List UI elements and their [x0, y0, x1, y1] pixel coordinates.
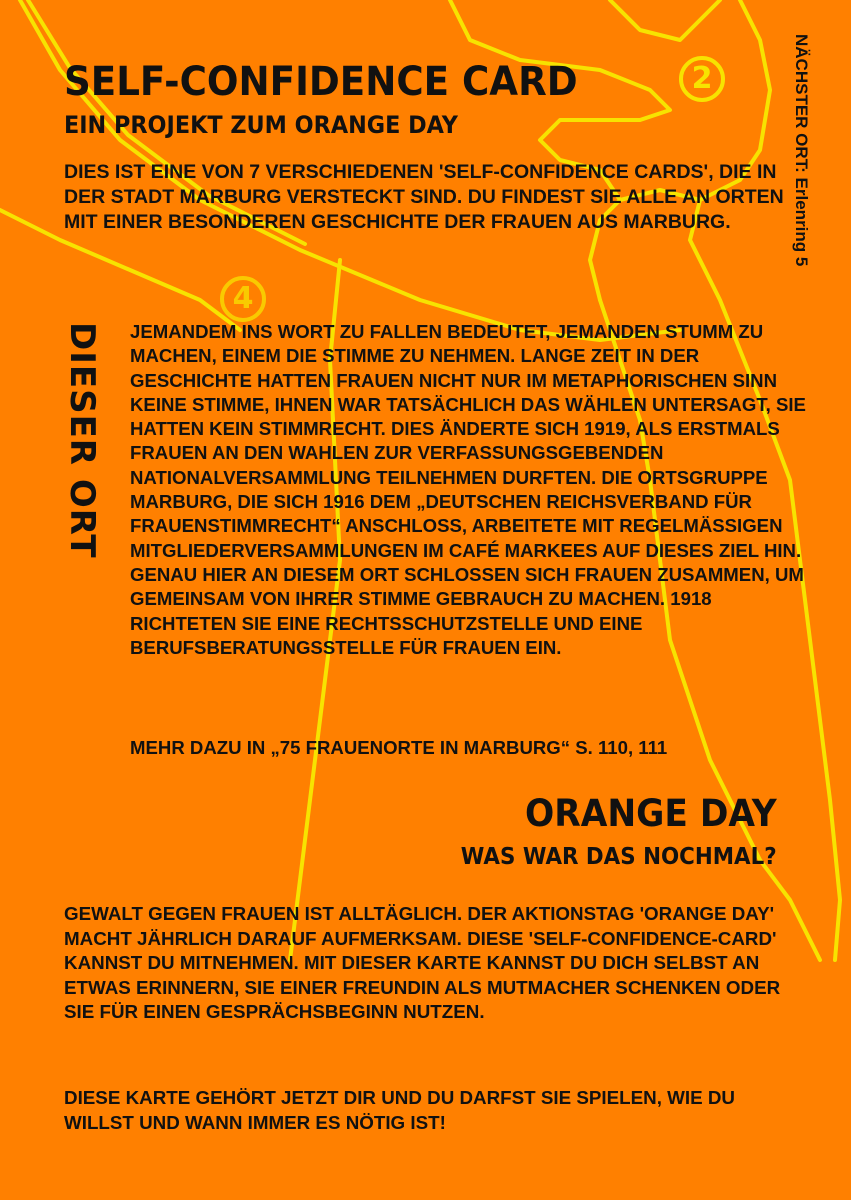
- orange-day-text: GEWALT GEGEN FRAUEN IST ALLTÄGLICH. DER AKTIONSTAG 'ORANGE DAY' MACHT JÄHRLICH DARAUF AUFMERKSAM. DIESE 'SELF-CONFIDENCE-CARD' KANNST DU MITNEHMEN. MIT DIESER KARTE KANNST DU DICH SELBST AN ETWAS ERINNERN, SIE EINER FREUNDIN ALS MUTMACHER SCHENKEN ODER SIE FÜR EINEN GESPRÄCHSBEGINN NUTZEN.: [64, 903, 781, 1022]
- intro-text: DIES IST EINE VON 7 VERSCHIEDENEN 'SELF-CONFIDENCE CARDS', DIE IN DER STADT MARBURG VERSTECKT SIND. DU FINDEST SIE ALLE AN ORTEN MIT EINER BESONDEREN GESCHICHTE DER FRAUEN AUS MARBURG.: [64, 161, 784, 233]
- card-number-badge: 2: [679, 56, 725, 102]
- map-marker-badge: 4: [220, 276, 266, 322]
- orange-day-heading: ORANGE DAY: [525, 792, 777, 835]
- closing-text: DIESE KARTE GEHÖRT JETZT DIR UND DU DARFST SIE SPIELEN, WIE DU WILLST UND WANN IMMER ES NÖTIG IST!: [64, 1087, 735, 1133]
- orange-day-subheading: WAS WAR DAS NOCHMAL?: [461, 844, 777, 870]
- place-story-text: JEMANDEM INS WORT ZU FALLEN BEDEUTET, JEMANDEN STUMM ZU MACHEN, EINEM DIE STIMME ZU NEHMEN. LANGE ZEIT IN DER GESCHICHTE HATTEN FRAUEN NICHT NUR IM METAPHORISCHEN SINN KEINE STIMME, IHNEN WAR TATSÄCHLICH DAS WÄHLEN UNTERSAGT, SIE HATTEN KEIN STIMMRECHT. DIES ÄNDERTE SICH 1919, ALS ERSTMALS FRAUEN AN DEN WAHLEN ZUR VERFASSUNGSGEBENDEN NATIONALVERSAMMLUNG TEILNEHMEN DURFTEN. DIE ORTSGRUPPE MARBURG, DIE SICH 1916 DEM „DEUTSCHEN REICHSVERBAND FÜR FRAUENSTIMMRECHT“ ANSCHLOSS, ARBEITETE MIT REGELMÄSSIGEN MITGLIEDERVERSAMMLUNGEN IM CAFÉ MARKEES AUF DIESES ZIEL HIN. GENAU HIER AN DIESEM ORT SCHLOSSEN SICH FRAUEN ZUSAMMEN, UM GEMEINSAM VON IHRER STIMME GEBRAUCH ZU MACHEN. 1918 RICHTETEN SIE EINE RECHTSSCHUTZSTELLE UND EINE BERUFSBERATUNGSSTELLE FÜR FRAUEN EIN.: [130, 321, 806, 658]
- this-place-heading: DIESER ORT: [62, 322, 102, 559]
- card-subtitle: EIN PROJEKT ZUM ORANGE DAY: [64, 111, 458, 139]
- card-title: SELF-CONFIDENCE CARD: [64, 59, 578, 105]
- next-location-label: NÄCHSTER ORT: Erlenring 5: [792, 34, 811, 267]
- more-info-reference: MEHR DAZU IN „75 FRAUENORTE IN MARBURG“ S. 110, 111: [130, 737, 668, 758]
